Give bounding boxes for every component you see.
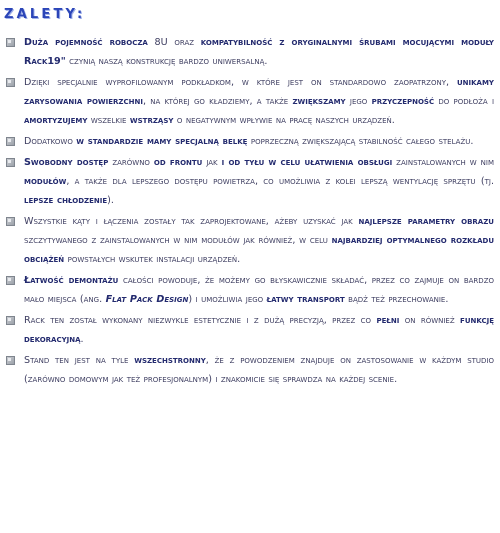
feature-text: , na której go kładziemy, a także (142, 96, 293, 107)
feature-text: . (80, 334, 84, 345)
feature-highlight: przyczepność (371, 96, 435, 107)
feature-text: bądź też przechowanie. (344, 294, 449, 305)
feature-text: Rack ten został wykonany niezwykle estetycznie i z dużą precyzją, przez co (24, 315, 377, 326)
feature-highlight: modułów (24, 176, 67, 187)
square-bullet-icon (6, 38, 15, 47)
feature-highlight: łatwy transport (266, 294, 345, 305)
feature-text: czynią naszą konstrukcję bardzo uniwersalną. (65, 56, 268, 67)
feature-text: powstałych wskutek instalacji urządzeń. (64, 254, 241, 265)
feature-highlight: najbardziej optymalnego rozkładu obciążeń (24, 235, 495, 265)
square-bullet-icon (6, 316, 15, 325)
feature-text: do podłoża i (434, 96, 495, 107)
feature-text: 8U oraz (147, 37, 201, 48)
feature-item (4, 351, 494, 389)
feature-text: , a także dla lepszego dostępu powietrza, co umożliwia z kolei lepszą wentylację sprzętu (tj. (66, 176, 494, 187)
feature-text: zainstalowanych w nim (392, 157, 494, 168)
feature-highlight: Duża pojemność robocza (24, 37, 148, 48)
feature-text: Dzięki specjalnie wyprofilowanym podkładkom, w które jest on standardowo zaopatrzony, (24, 77, 457, 88)
feature-text: on również (399, 315, 461, 326)
feature-item (4, 73, 494, 130)
feature-text: ). (107, 195, 114, 206)
square-bullet-icon (6, 276, 15, 285)
square-bullet-icon (6, 158, 15, 167)
feature-highlight: unikamy zarysowania powierzchni (24, 77, 494, 107)
feature-text: , że z powodzeniem znajduje on zastosowanie w każdym studio (zarówno domowym jak też profesjonalnym) i znakomicie się sprawdza na każdej scenie. (24, 355, 494, 385)
feature-highlight: w standardzie mamy specjalną belkę (76, 136, 248, 147)
feature-item (4, 132, 494, 151)
feature-highlight: zwiększamy (292, 96, 346, 107)
feature-item (4, 212, 494, 269)
feature-highlight: i od tyłu w celu ułatwienia obsługi (221, 157, 393, 168)
feature-item (4, 33, 494, 71)
feature-highlight: lepsze chłodzenie (24, 195, 108, 206)
feature-highlight: pełni (376, 315, 400, 326)
feature-highlight: funkcję dekoracyjną (24, 315, 494, 345)
feature-highlight: Flat Pack Design (105, 294, 189, 305)
square-bullet-icon (6, 217, 15, 226)
feature-highlight: Łatwość demontażu (24, 275, 119, 286)
feature-text: o negatywnym wpływie na pracę naszych urządzeń. (173, 115, 395, 126)
feature-highlight: kompatybilność z oryginalnymi śrubami mocującymi moduły Rack19" (24, 37, 494, 67)
feature-highlight: od frontu (153, 157, 203, 168)
square-bullet-icon (6, 78, 15, 87)
feature-text: Dodatkowo (24, 136, 77, 147)
square-bullet-icon (6, 356, 15, 365)
feature-highlight: wstrząsy (129, 115, 174, 126)
feature-highlight: najlepsze parametry obrazu (358, 216, 494, 227)
feature-text: poprzeczną zwiększającą stabilność całego stelażu. (247, 136, 474, 147)
feature-highlight: amortyzujemy (24, 115, 88, 126)
feature-item (4, 311, 494, 349)
feature-text: Wszystkie kąty i łączenia zostały tak zaprojektowane, ażeby uzyskać jak (24, 216, 359, 227)
feature-item (4, 271, 494, 309)
feature-text: jak (202, 157, 222, 168)
feature-highlight: Swobodny dostęp (24, 157, 109, 168)
features-list (4, 33, 494, 389)
feature-text: ) i umożliwia jego (188, 294, 267, 305)
feature-text: Stand ten jest na tyle (24, 355, 135, 366)
feature-text: jego (345, 96, 372, 107)
feature-text: całości powoduje, że możemy go błyskawicznie składać, przez co zajmuje on bardzo mało miejsca (ang. (24, 275, 494, 305)
page-title: ZALETY: (4, 7, 86, 22)
square-bullet-icon (6, 137, 15, 146)
feature-text: zarówno (108, 157, 154, 168)
feature-item (4, 153, 494, 210)
feature-text: szczytywanego z zainstalowanych w nim modułów jak również, w celu (24, 235, 332, 246)
feature-text: wszelkie (87, 115, 130, 126)
feature-highlight: wszechstronny (134, 355, 206, 366)
